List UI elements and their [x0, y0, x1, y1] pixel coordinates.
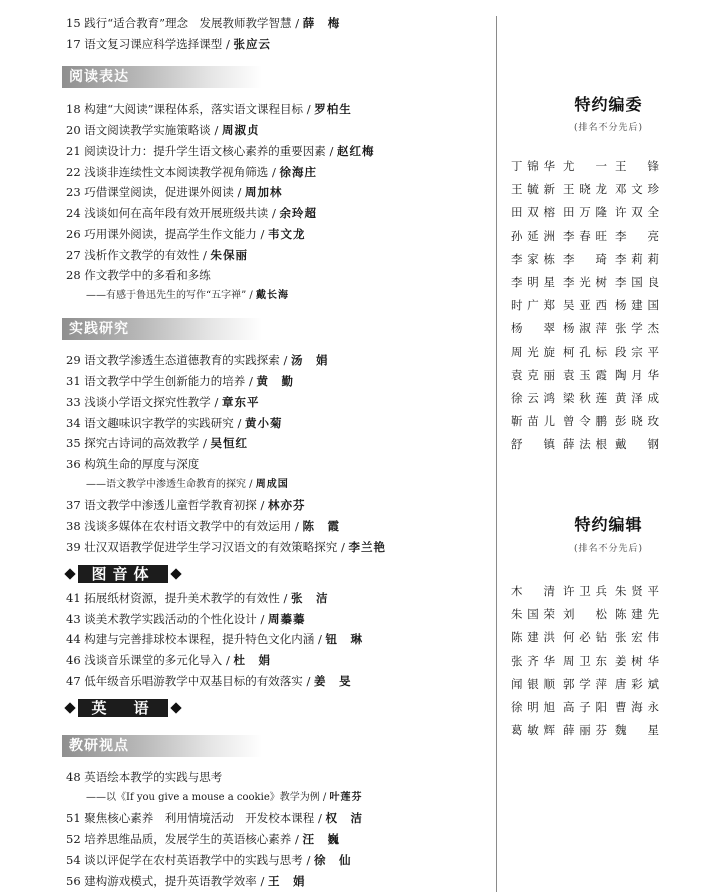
toc-entry	[66, 37, 271, 51]
author-separator: /	[302, 853, 314, 867]
article-author: 徐海庄	[279, 165, 317, 179]
article-title: 浅谈多媒体在农村语文教学中的有效运用	[84, 519, 292, 533]
article-author: 周淑贞	[221, 123, 260, 137]
member-name: 陈建先	[615, 607, 659, 622]
page-number: 28	[66, 268, 85, 282]
special-editors-note: (排名不分先后)	[573, 544, 644, 554]
toc-subtitle	[86, 478, 289, 492]
member-name: 薛丽芬	[563, 723, 607, 738]
member-name: 徐云鸿	[511, 391, 555, 405]
member-name: 薛法根	[563, 437, 607, 452]
toc-entry	[66, 165, 317, 179]
article-title: 践行“适合教育”理念 发展教师教学智慧	[84, 16, 292, 30]
toc-entry	[66, 770, 222, 784]
member-name: 戴 钢	[615, 437, 659, 452]
member-name: 袁克丽	[511, 367, 555, 382]
article-title: 拓展纸材资源，提升美术教学的有效性	[84, 591, 280, 605]
article-author: 戴长海	[255, 290, 289, 301]
article-author: 权 洁	[325, 811, 363, 825]
author-separator: /	[291, 519, 303, 533]
page-number: 48	[66, 770, 85, 784]
page-number: 26	[66, 227, 85, 241]
member-name: 李莉莉	[615, 251, 659, 266]
name-row	[511, 228, 671, 244]
member-name: 曹海永	[615, 700, 659, 714]
page-number: 36	[66, 457, 85, 471]
article-title: 构筑生命的厚度与深度	[84, 457, 200, 471]
toc-entry	[66, 416, 282, 430]
author-separator: /	[279, 353, 291, 367]
member-name: 李 琦	[563, 251, 607, 266]
toc-entry	[66, 457, 199, 471]
name-row	[511, 583, 671, 599]
article-title: 语文趣味识字教学的实践研究	[84, 416, 234, 430]
author-separator: /	[256, 498, 268, 512]
name-row	[511, 699, 671, 715]
article-title: 英语绘本教学的实践与思考	[84, 770, 223, 784]
member-name: 田万隆	[563, 205, 607, 220]
page-number: 31	[66, 374, 85, 388]
toc-entry	[66, 498, 305, 512]
article-author: 韦文龙	[267, 227, 306, 241]
editorial-board-title: 特约编委	[574, 95, 643, 114]
subject-banner	[64, 698, 194, 718]
member-name: 彭晓玫	[615, 414, 659, 429]
toc-entry	[66, 206, 317, 220]
author-separator: /	[199, 248, 211, 262]
subject-banner	[64, 564, 194, 584]
name-row	[511, 413, 671, 429]
toc-entry	[66, 811, 363, 825]
author-separator: /	[302, 674, 314, 688]
article-author: 章东平	[221, 395, 260, 409]
member-name: 邓文珍	[615, 182, 659, 197]
article-author: 余玲超	[279, 206, 317, 220]
member-name: 徐明旭	[511, 700, 555, 714]
author-separator: /	[233, 185, 245, 199]
article-title: 浅析作文教学的有效性	[84, 248, 200, 262]
article-author: 汪 巍	[302, 832, 340, 846]
name-row	[511, 676, 671, 692]
author-separator: /	[337, 540, 349, 554]
member-name: 杨建国	[615, 298, 659, 313]
toc-entry	[66, 653, 271, 667]
member-name: 李家栋	[511, 251, 555, 266]
member-name: 王 锋	[615, 159, 659, 173]
name-row	[511, 606, 671, 622]
subject-label: 图音体	[78, 565, 168, 583]
member-name: 李国良	[615, 275, 659, 289]
article-author: 周蓁蓁	[267, 612, 306, 626]
page-number: 33	[66, 395, 85, 409]
member-name: 曾令鹏	[563, 414, 607, 429]
article-author: 林亦芬	[267, 498, 306, 512]
member-name: 靳苗儿	[511, 414, 555, 429]
article-title: 谈以评促学在农村英语教学中的实践与思考	[84, 853, 303, 867]
article-title: 探究古诗词的高效教学	[84, 436, 200, 450]
editorial-panel	[497, 0, 720, 896]
toc-entry	[66, 874, 305, 888]
author-separator: /	[319, 792, 330, 803]
member-name: 高子阳	[563, 700, 607, 714]
name-row	[511, 158, 671, 174]
page-number: 24	[66, 206, 85, 220]
member-name: 田双榕	[511, 205, 555, 220]
author-separator: /	[325, 144, 337, 158]
section-header	[62, 735, 262, 757]
page-number: 17	[66, 37, 85, 51]
member-name: 木 清	[511, 584, 555, 598]
section-title: 教研视点	[69, 738, 129, 754]
toc-entry	[66, 612, 305, 626]
toc-entry	[66, 102, 352, 116]
article-title: ——有感于鲁迅先生的写作“五字禅”	[86, 290, 247, 301]
diamond-icon	[64, 702, 75, 713]
article-author: 徐 仙	[313, 853, 352, 867]
name-row	[511, 629, 671, 645]
article-title: 浅谈小学语文探究性教学	[84, 395, 211, 409]
page-number: 54	[66, 853, 85, 867]
article-author: 薛 梅	[302, 16, 341, 30]
section-title: 阅读表达	[69, 69, 129, 85]
name-row	[511, 204, 671, 220]
article-author: 汤 娟	[290, 353, 329, 367]
special-editors-title: 特约编辑	[574, 515, 643, 534]
member-name: 魏 星	[615, 723, 659, 738]
toc-entry	[66, 268, 211, 282]
author-separator: /	[256, 874, 268, 888]
page-number: 44	[66, 632, 85, 646]
page-number: 52	[66, 832, 85, 846]
article-author: 陈 霞	[302, 519, 340, 533]
article-title: 语文教学中渗透儿童哲学教育初探	[84, 498, 257, 512]
member-name: 周卫东	[563, 653, 607, 668]
member-name: 姜树华	[615, 653, 659, 668]
name-row	[511, 722, 671, 738]
article-title: 构建与完善排球校本课程，提升特色文化内涵	[84, 632, 315, 646]
member-name: 杨淑萍	[563, 321, 607, 336]
toc-entry	[66, 227, 305, 241]
article-author: 叶莲芬	[329, 792, 363, 803]
member-name: 朱国荣	[511, 607, 555, 622]
member-name: 何必钻	[563, 630, 607, 645]
article-title: 语文阅读教学实施策略谈	[84, 123, 211, 137]
article-title: 谈美术教学实践活动的个性化设计	[84, 612, 257, 626]
toc-entry	[66, 395, 259, 409]
article-author: 朱保丽	[210, 248, 248, 262]
article-title: 低年级音乐唱游教学中双基目标的有效落实	[84, 674, 303, 688]
toc-entry	[66, 853, 351, 867]
toc-entry	[66, 519, 340, 533]
diamond-icon	[170, 702, 181, 713]
author-separator: /	[268, 206, 280, 220]
page-number: 39	[66, 540, 85, 554]
article-author: 李兰艳	[348, 540, 386, 554]
article-title: ——以《If you give a mouse a cookie》教学为例	[86, 792, 320, 803]
page-number: 22	[66, 165, 85, 179]
section-title: 实践研究	[69, 321, 129, 337]
author-separator: /	[314, 632, 326, 646]
member-name: 时广郑	[511, 298, 555, 313]
article-author: 赵红梅	[336, 144, 375, 158]
name-row	[511, 251, 671, 267]
article-author: 钮 琳	[325, 632, 363, 646]
article-author: 黄小菊	[244, 416, 283, 430]
member-name: 闻银顺	[511, 676, 555, 691]
member-name: 许卫兵	[563, 584, 607, 598]
page-number: 56	[66, 874, 85, 888]
page-number: 15	[66, 16, 85, 30]
page-number: 41	[66, 591, 85, 605]
page-number: 23	[66, 185, 85, 199]
page-number: 18	[66, 102, 85, 116]
member-name: 李明星	[511, 275, 555, 289]
toc-entry	[66, 674, 351, 688]
article-title: 浅谈如何在高年段有效开展班级共读	[84, 206, 269, 220]
diamond-icon	[64, 568, 75, 579]
article-title: 培养思维品质，发展学生的英语核心素养	[84, 832, 292, 846]
member-name: 段宗平	[615, 344, 659, 359]
author-separator: /	[222, 37, 234, 51]
name-row	[511, 297, 671, 313]
name-row	[511, 436, 671, 452]
article-author: 黄 勤	[256, 374, 294, 388]
member-name: 舒 镇	[511, 437, 555, 452]
author-separator: /	[246, 479, 256, 490]
author-separator: /	[210, 123, 222, 137]
article-title: 巧借课堂阅读，促进课外阅读	[84, 185, 234, 199]
article-title: ——语文教学中渗透生命教育的探究	[86, 479, 246, 490]
author-separator: /	[291, 832, 303, 846]
article-title: 浅谈音乐课堂的多元化导入	[84, 653, 223, 667]
name-row	[511, 181, 671, 197]
toc-entry	[66, 374, 294, 388]
member-name: 陶月华	[615, 367, 659, 382]
page-number: 20	[66, 123, 85, 137]
author-separator: /	[233, 416, 245, 430]
author-separator: /	[222, 653, 234, 667]
toc-entry	[66, 832, 340, 846]
article-author: 吴恒红	[210, 436, 248, 450]
member-name: 丁锦华	[511, 159, 555, 173]
member-name: 王晓龙	[563, 182, 607, 197]
toc-entry	[66, 632, 363, 646]
section-header	[62, 66, 262, 88]
page-number: 27	[66, 248, 85, 262]
author-separator: /	[256, 612, 268, 626]
page-number: 21	[66, 144, 85, 158]
toc-entry	[66, 248, 248, 262]
section-header	[62, 318, 262, 340]
member-name: 郭学萍	[563, 676, 607, 691]
page-number: 47	[66, 674, 85, 688]
name-row	[511, 344, 671, 360]
page-number: 37	[66, 498, 85, 512]
author-separator: /	[303, 102, 315, 116]
author-separator: /	[279, 591, 291, 605]
author-separator: /	[245, 374, 257, 388]
member-name: 梁秋莲	[563, 391, 607, 405]
member-name: 许双全	[615, 205, 659, 220]
member-name: 柯孔标	[563, 344, 607, 359]
page-number: 43	[66, 612, 85, 626]
page-number: 51	[66, 811, 85, 825]
member-name: 袁玉霞	[563, 367, 607, 382]
member-name: 葛敏辉	[511, 723, 555, 738]
page-number: 46	[66, 653, 85, 667]
toc-entry	[66, 144, 374, 158]
toc-entry	[66, 123, 259, 137]
name-row	[511, 367, 671, 383]
toc-entry	[66, 591, 328, 605]
member-name: 周光旋	[511, 344, 555, 359]
article-title: 构建“大阅读”课程体系，落实语文课程目标	[84, 102, 304, 116]
member-name: 刘 松	[563, 607, 607, 622]
author-separator: /	[256, 227, 268, 241]
article-title: 巧用课外阅读，提高学生作文能力	[84, 227, 257, 241]
member-name: 杨 翠	[511, 321, 555, 336]
name-row	[511, 274, 671, 290]
article-title: 建构游戏模式，提升英语教学效率	[84, 874, 257, 888]
page-number: 38	[66, 519, 85, 533]
article-author: 杜 娟	[233, 653, 271, 667]
article-title: 浅谈非连续性文本阅读教学视角筛选	[84, 165, 269, 179]
article-title: 语文教学中学生创新能力的培养	[84, 374, 246, 388]
article-author: 罗柏生	[314, 102, 352, 116]
member-name: 黄泽成	[615, 391, 659, 405]
page-number: 35	[66, 436, 85, 450]
member-name: 张宏伟	[615, 630, 659, 645]
toc-entry	[66, 185, 282, 199]
member-name: 李春旺	[563, 228, 607, 243]
author-separator: /	[314, 811, 326, 825]
editorial-board-note: (排名不分先后)	[573, 123, 644, 133]
toc-entry	[66, 353, 328, 367]
article-author: 王 娟	[267, 874, 306, 888]
article-author: 周加林	[244, 185, 283, 199]
article-author: 张应云	[233, 37, 271, 51]
member-name: 唐彩斌	[615, 676, 659, 691]
member-name: 张齐华	[511, 653, 555, 668]
member-name: 吴亚西	[563, 298, 607, 313]
diamond-icon	[170, 568, 181, 579]
article-author: 周成国	[255, 479, 289, 490]
member-name: 王毓新	[511, 182, 555, 197]
author-separator: /	[268, 165, 280, 179]
member-name: 李 亮	[615, 228, 659, 243]
member-name: 张学杰	[615, 321, 659, 336]
toc-entry	[66, 436, 248, 450]
member-name: 孙延洲	[511, 228, 555, 243]
name-row	[511, 320, 671, 336]
member-name: 陈建洪	[511, 630, 555, 645]
page-number: 29	[66, 353, 85, 367]
article-title: 语文教学渗透生态道德教育的实践探索	[84, 353, 280, 367]
article-title: 壮汉双语教学促进学生学习汉语文的有效策略探究	[84, 540, 338, 554]
article-author: 姜 旻	[313, 674, 352, 688]
name-row	[511, 390, 671, 406]
subject-label: 英 语	[78, 699, 168, 717]
name-row	[511, 653, 671, 669]
toc-entry	[66, 16, 340, 30]
article-title: 语文复习课应科学选择课型	[84, 37, 223, 51]
article-title: 作文教学中的多看和多练	[84, 268, 211, 282]
author-separator: /	[246, 290, 256, 301]
toc-subtitle	[86, 791, 362, 805]
page-number: 34	[66, 416, 85, 430]
author-separator: /	[199, 436, 211, 450]
author-separator: /	[291, 16, 303, 30]
article-author: 张 洁	[290, 591, 329, 605]
author-separator: /	[210, 395, 222, 409]
member-name: 朱贤平	[615, 584, 659, 598]
toc-subtitle	[86, 289, 289, 303]
toc-entry	[66, 540, 386, 554]
article-title: 阅读设计力：提升学生语文核心素养的重要因素	[84, 144, 326, 158]
member-name: 尤 一	[563, 159, 607, 173]
article-title: 聚焦核心素养 利用情境活动 开发校本课程	[84, 811, 315, 825]
member-name: 李光树	[563, 275, 607, 289]
